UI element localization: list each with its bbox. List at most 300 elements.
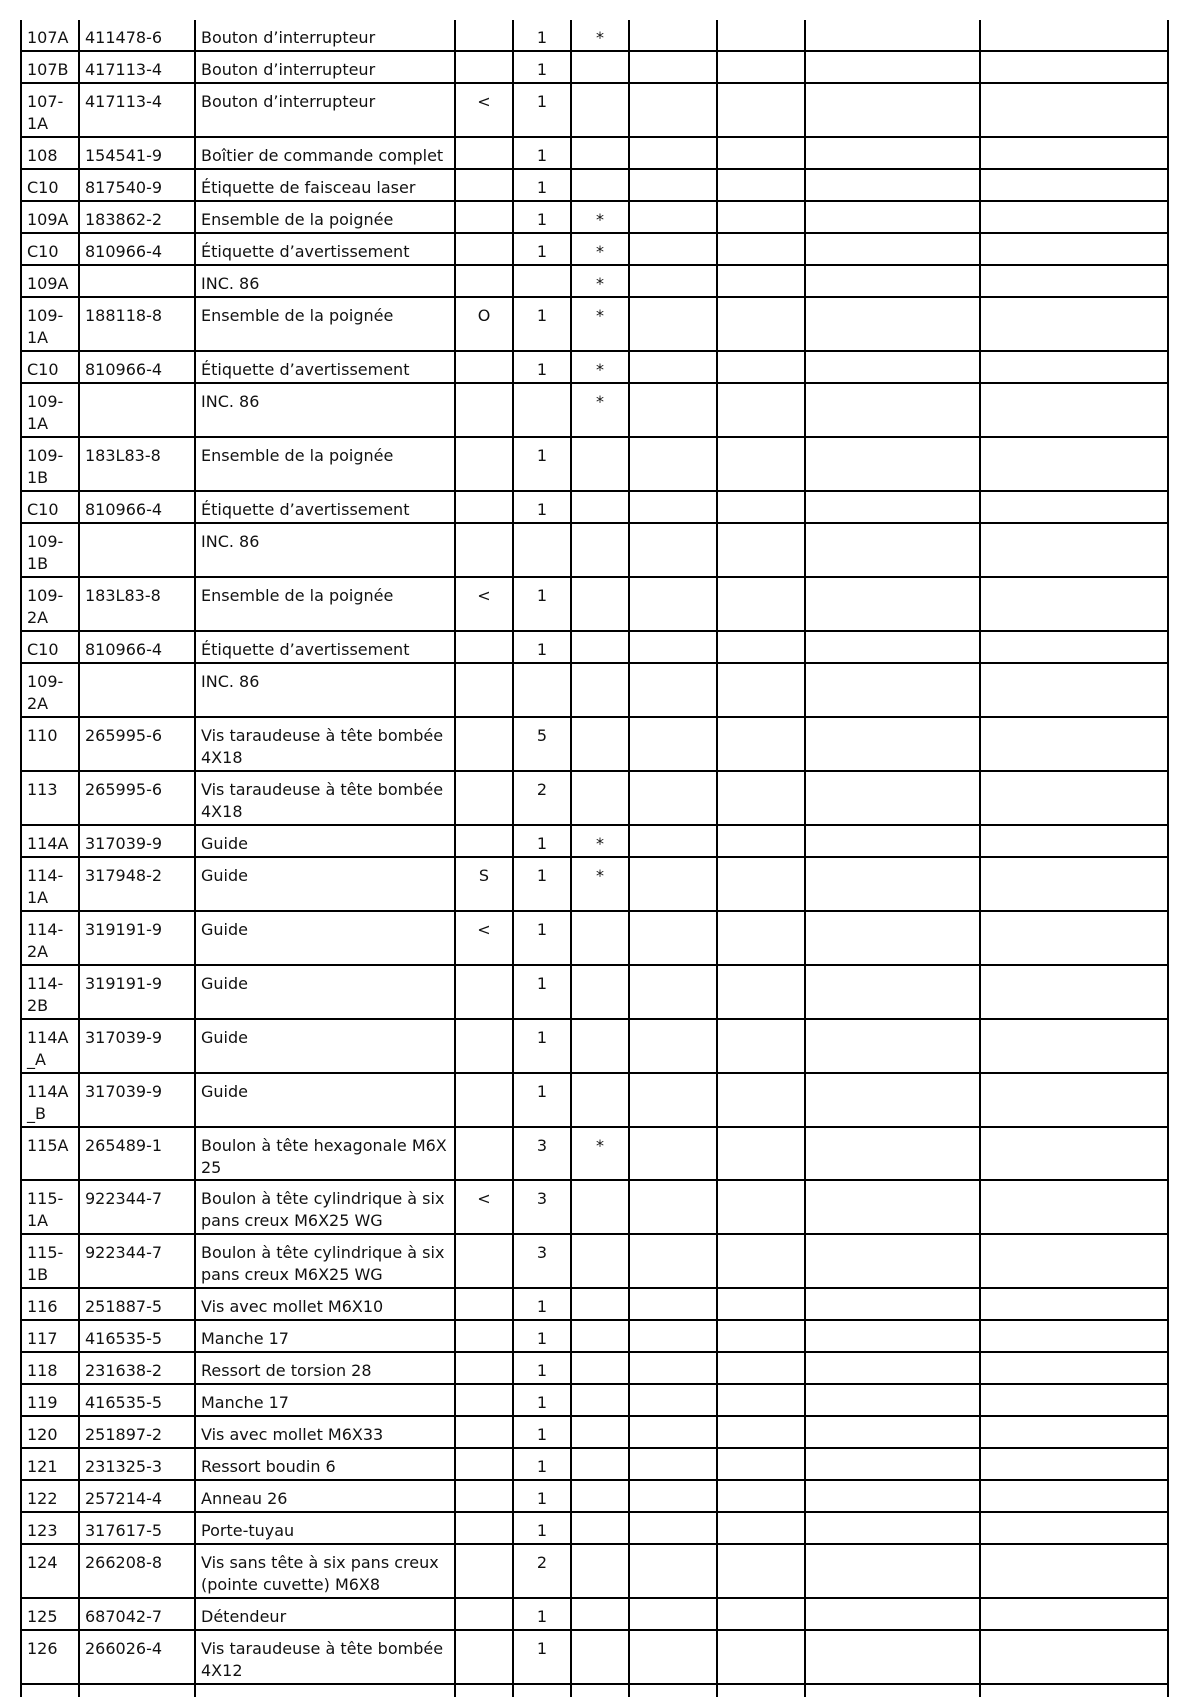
item-number-cell: 125 <box>21 1598 79 1630</box>
empty-cell <box>629 1684 717 1697</box>
quantity-cell: 1 <box>513 857 571 911</box>
description-cell: Bouton d’interrupteur <box>195 20 455 51</box>
table-row <box>21 857 1168 911</box>
table-row <box>21 771 1168 825</box>
description-cell: Ressort boudin 6 <box>195 1448 455 1480</box>
change-mark-cell: O <box>455 297 513 351</box>
empty-cell <box>980 169 1168 201</box>
empty-cell <box>717 1180 805 1234</box>
empty-cell <box>805 169 980 201</box>
table-row <box>21 169 1168 201</box>
parts-table <box>20 20 1169 1697</box>
change-mark-cell <box>455 233 513 265</box>
change-mark-cell <box>455 1127 513 1180</box>
empty-cell <box>629 825 717 857</box>
note-cell: * <box>571 1127 629 1180</box>
empty-cell <box>629 83 717 137</box>
table-row <box>21 265 1168 297</box>
note-cell <box>571 169 629 201</box>
empty-cell <box>805 491 980 523</box>
part-number-cell: 317039-9 <box>79 1019 195 1073</box>
description-cell: Ressort de torsion 28 <box>195 1352 455 1384</box>
table-row <box>21 1630 1168 1684</box>
change-mark-cell <box>455 265 513 297</box>
empty-cell <box>980 663 1168 717</box>
description-cell: Guide <box>195 1073 455 1127</box>
empty-cell <box>455 1684 513 1697</box>
empty-cell <box>717 201 805 233</box>
part-number-cell: 417113-4 <box>79 51 195 83</box>
part-number-cell <box>79 523 195 577</box>
quantity-cell: 1 <box>513 137 571 169</box>
empty-cell <box>980 265 1168 297</box>
part-number-cell: 183862-2 <box>79 201 195 233</box>
item-number-cell: 109A <box>21 265 79 297</box>
description-cell: Anneau 26 <box>195 1480 455 1512</box>
change-mark-cell <box>455 169 513 201</box>
description-cell: Guide <box>195 825 455 857</box>
part-number-cell: 922344-7 <box>79 1180 195 1234</box>
empty-cell <box>980 351 1168 383</box>
item-number-cell: C10 <box>21 169 79 201</box>
note-cell: * <box>571 825 629 857</box>
empty-cell <box>980 297 1168 351</box>
quantity-cell: 1 <box>513 83 571 137</box>
description-cell: Vis taraudeuse à tête bombée 4X18 <box>195 771 455 825</box>
part-number-cell: 183L83-8 <box>79 577 195 631</box>
empty-cell <box>629 297 717 351</box>
description-cell: Étiquette d’avertissement <box>195 351 455 383</box>
empty-cell <box>79 1684 195 1697</box>
empty-cell <box>629 1630 717 1684</box>
change-mark-cell: < <box>455 911 513 965</box>
description-cell: Étiquette d’avertissement <box>195 631 455 663</box>
empty-cell <box>805 1544 980 1598</box>
part-number-cell: 317039-9 <box>79 1073 195 1127</box>
part-number-cell: 317039-9 <box>79 825 195 857</box>
table-row <box>21 663 1168 717</box>
description-cell: Boulon à tête hexagonale M6X25 <box>195 1127 455 1180</box>
description-cell: INC. 86 <box>195 523 455 577</box>
part-number-cell: 251887-5 <box>79 1288 195 1320</box>
quantity-cell: 5 <box>513 717 571 771</box>
table-row <box>21 1180 1168 1234</box>
table-row <box>21 631 1168 663</box>
empty-cell <box>980 577 1168 631</box>
quantity-cell: 1 <box>513 169 571 201</box>
empty-cell <box>629 1320 717 1352</box>
empty-cell <box>980 1416 1168 1448</box>
change-mark-cell: < <box>455 1180 513 1234</box>
empty-cell <box>980 1598 1168 1630</box>
change-mark-cell <box>455 1480 513 1512</box>
empty-cell <box>805 137 980 169</box>
empty-cell <box>629 911 717 965</box>
empty-cell <box>629 1180 717 1234</box>
change-mark-cell <box>455 523 513 577</box>
empty-cell <box>717 1019 805 1073</box>
note-cell <box>571 577 629 631</box>
description-cell: Ensemble de la poignée <box>195 201 455 233</box>
item-number-cell: 116 <box>21 1288 79 1320</box>
item-number-cell: 109-1B <box>21 523 79 577</box>
empty-cell <box>805 1127 980 1180</box>
note-cell <box>571 1352 629 1384</box>
empty-cell <box>980 1544 1168 1598</box>
note-cell <box>571 491 629 523</box>
empty-cell <box>980 201 1168 233</box>
quantity-cell <box>513 663 571 717</box>
empty-cell <box>805 857 980 911</box>
table-row <box>21 1019 1168 1073</box>
note-cell: * <box>571 201 629 233</box>
description-cell: Guide <box>195 911 455 965</box>
part-number-cell: 265489-1 <box>79 1127 195 1180</box>
empty-cell <box>805 1019 980 1073</box>
note-cell <box>571 1180 629 1234</box>
empty-cell <box>980 1073 1168 1127</box>
change-mark-cell: S <box>455 857 513 911</box>
empty-cell <box>980 137 1168 169</box>
description-cell: Guide <box>195 857 455 911</box>
quantity-cell: 1 <box>513 1073 571 1127</box>
description-cell: Vis sans tête à six pans creux (pointe cuvette) M6X8 <box>195 1544 455 1598</box>
part-number-cell: 319191-9 <box>79 911 195 965</box>
part-number-cell: 266026-4 <box>79 1630 195 1684</box>
item-number-cell: 121 <box>21 1448 79 1480</box>
table-row <box>21 1448 1168 1480</box>
part-number-cell: 257214-4 <box>79 1480 195 1512</box>
change-mark-cell <box>455 771 513 825</box>
empty-cell <box>629 631 717 663</box>
empty-cell <box>805 577 980 631</box>
item-number-cell: 114A_A <box>21 1019 79 1073</box>
empty-cell <box>717 83 805 137</box>
change-mark-cell <box>455 383 513 437</box>
table-row <box>21 1320 1168 1352</box>
empty-cell <box>805 1352 980 1384</box>
item-number-cell: 114A <box>21 825 79 857</box>
part-number-cell: 810966-4 <box>79 233 195 265</box>
empty-cell <box>717 1384 805 1416</box>
empty-cell <box>980 383 1168 437</box>
quantity-cell <box>513 265 571 297</box>
part-number-cell: 266208-8 <box>79 1544 195 1598</box>
empty-cell <box>980 1019 1168 1073</box>
change-mark-cell <box>455 51 513 83</box>
table-row <box>21 1512 1168 1544</box>
note-cell: * <box>571 297 629 351</box>
table-row-partial <box>21 1684 1168 1697</box>
quantity-cell: 1 <box>513 201 571 233</box>
item-number-cell: 114A_B <box>21 1073 79 1127</box>
empty-cell <box>717 1630 805 1684</box>
quantity-cell: 1 <box>513 911 571 965</box>
note-cell <box>571 437 629 491</box>
item-number-cell: C10 <box>21 233 79 265</box>
empty-cell <box>805 1630 980 1684</box>
change-mark-cell <box>455 1512 513 1544</box>
empty-cell <box>717 20 805 51</box>
empty-cell <box>980 911 1168 965</box>
empty-cell <box>805 523 980 577</box>
item-number-cell: 120 <box>21 1416 79 1448</box>
empty-cell <box>980 20 1168 51</box>
table-row <box>21 965 1168 1019</box>
description-cell: Détendeur <box>195 1598 455 1630</box>
part-number-cell: 317948-2 <box>79 857 195 911</box>
part-number-cell: 417113-4 <box>79 83 195 137</box>
empty-cell <box>629 265 717 297</box>
part-number-cell: 810966-4 <box>79 491 195 523</box>
table-row <box>21 1416 1168 1448</box>
empty-cell <box>629 169 717 201</box>
change-mark-cell <box>455 1416 513 1448</box>
quantity-cell <box>513 523 571 577</box>
note-cell: * <box>571 265 629 297</box>
part-number-cell: 154541-9 <box>79 137 195 169</box>
empty-cell <box>717 717 805 771</box>
empty-cell <box>717 297 805 351</box>
empty-cell <box>717 663 805 717</box>
empty-cell <box>805 1448 980 1480</box>
part-number-cell: 411478-6 <box>79 20 195 51</box>
table-row <box>21 351 1168 383</box>
note-cell <box>571 51 629 83</box>
description-cell: Vis avec mollet M6X10 <box>195 1288 455 1320</box>
item-number-cell: 124 <box>21 1544 79 1598</box>
item-number-cell: 119 <box>21 1384 79 1416</box>
quantity-cell <box>513 383 571 437</box>
table-row <box>21 577 1168 631</box>
part-number-cell <box>79 663 195 717</box>
empty-cell <box>980 1127 1168 1180</box>
empty-cell <box>629 1598 717 1630</box>
description-cell: Ensemble de la poignée <box>195 297 455 351</box>
description-cell: Ensemble de la poignée <box>195 437 455 491</box>
part-number-cell: 810966-4 <box>79 351 195 383</box>
change-mark-cell <box>455 20 513 51</box>
quantity-cell: 2 <box>513 771 571 825</box>
empty-cell <box>717 437 805 491</box>
note-cell <box>571 1073 629 1127</box>
description-cell: Manche 17 <box>195 1384 455 1416</box>
quantity-cell: 1 <box>513 351 571 383</box>
empty-cell <box>805 1480 980 1512</box>
note-cell <box>571 1019 629 1073</box>
part-number-cell: 231638-2 <box>79 1352 195 1384</box>
empty-cell <box>805 1073 980 1127</box>
empty-cell <box>717 1544 805 1598</box>
empty-cell <box>717 825 805 857</box>
item-number-cell: 114-2B <box>21 965 79 1019</box>
note-cell <box>571 965 629 1019</box>
change-mark-cell <box>455 717 513 771</box>
quantity-cell: 1 <box>513 1480 571 1512</box>
note-cell <box>571 1512 629 1544</box>
change-mark-cell <box>455 1073 513 1127</box>
quantity-cell: 3 <box>513 1127 571 1180</box>
empty-cell <box>629 523 717 577</box>
empty-cell <box>629 1234 717 1288</box>
item-number-cell: 122 <box>21 1480 79 1512</box>
empty-cell <box>717 51 805 83</box>
quantity-cell: 1 <box>513 1630 571 1684</box>
empty-cell <box>717 1234 805 1288</box>
change-mark-cell <box>455 1019 513 1073</box>
part-number-cell: 416535-5 <box>79 1320 195 1352</box>
quantity-cell: 1 <box>513 1512 571 1544</box>
description-cell: Manche 17 <box>195 1320 455 1352</box>
quantity-cell: 1 <box>513 297 571 351</box>
table-row <box>21 1544 1168 1598</box>
item-number-cell: C10 <box>21 631 79 663</box>
empty-cell <box>805 201 980 233</box>
empty-cell <box>805 20 980 51</box>
empty-cell <box>980 1684 1168 1697</box>
empty-cell <box>805 717 980 771</box>
description-cell: INC. 86 <box>195 663 455 717</box>
note-cell <box>571 1320 629 1352</box>
item-number-cell: 109-1B <box>21 437 79 491</box>
table-row <box>21 137 1168 169</box>
description-cell: Étiquette de faisceau laser <box>195 169 455 201</box>
table-row <box>21 825 1168 857</box>
empty-cell <box>629 20 717 51</box>
item-number-cell: 109-2A <box>21 663 79 717</box>
description-cell: INC. 86 <box>195 265 455 297</box>
description-cell: Porte-tuyau <box>195 1512 455 1544</box>
empty-cell <box>629 201 717 233</box>
empty-cell <box>805 825 980 857</box>
change-mark-cell <box>455 1544 513 1598</box>
description-cell: Boulon à tête cylindrique à six pans creux M6X25 WG <box>195 1180 455 1234</box>
note-cell <box>571 523 629 577</box>
table-row <box>21 437 1168 491</box>
note-cell <box>571 1448 629 1480</box>
empty-cell <box>629 1384 717 1416</box>
change-mark-cell <box>455 491 513 523</box>
quantity-cell: 1 <box>513 20 571 51</box>
quantity-cell: 2 <box>513 1544 571 1598</box>
part-number-cell <box>79 383 195 437</box>
part-number-cell <box>79 265 195 297</box>
empty-cell <box>629 1480 717 1512</box>
note-cell <box>571 1384 629 1416</box>
note-cell <box>571 1630 629 1684</box>
empty-cell <box>629 857 717 911</box>
change-mark-cell <box>455 631 513 663</box>
empty-cell <box>805 1234 980 1288</box>
description-cell: Bouton d’interrupteur <box>195 83 455 137</box>
quantity-cell: 1 <box>513 1416 571 1448</box>
empty-cell <box>195 1684 455 1697</box>
empty-cell <box>629 1352 717 1384</box>
quantity-cell: 3 <box>513 1234 571 1288</box>
part-number-cell: 231325-3 <box>79 1448 195 1480</box>
table-row <box>21 1127 1168 1180</box>
item-number-cell: 109-2A <box>21 577 79 631</box>
table-row <box>21 83 1168 137</box>
description-cell: Étiquette d’avertissement <box>195 491 455 523</box>
empty-cell <box>805 1598 980 1630</box>
item-number-cell: 110 <box>21 717 79 771</box>
empty-cell <box>717 1416 805 1448</box>
empty-cell <box>980 51 1168 83</box>
note-cell: * <box>571 351 629 383</box>
empty-cell <box>805 1512 980 1544</box>
empty-cell <box>717 233 805 265</box>
empty-cell <box>980 1288 1168 1320</box>
empty-cell <box>980 491 1168 523</box>
quantity-cell: 1 <box>513 631 571 663</box>
description-cell: Boulon à tête cylindrique à six pans creux M6X25 WG <box>195 1234 455 1288</box>
empty-cell <box>717 1288 805 1320</box>
empty-cell <box>805 631 980 663</box>
note-cell <box>571 1598 629 1630</box>
table-row <box>21 233 1168 265</box>
empty-cell <box>717 857 805 911</box>
empty-cell <box>980 965 1168 1019</box>
empty-cell <box>805 437 980 491</box>
part-number-cell: 251897-2 <box>79 1416 195 1448</box>
empty-cell <box>21 1684 79 1697</box>
empty-cell <box>717 169 805 201</box>
empty-cell <box>717 383 805 437</box>
description-cell: Vis taraudeuse à tête bombée 4X18 <box>195 717 455 771</box>
note-cell: * <box>571 857 629 911</box>
empty-cell <box>629 351 717 383</box>
item-number-cell: 123 <box>21 1512 79 1544</box>
change-mark-cell <box>455 1448 513 1480</box>
empty-cell <box>717 1448 805 1480</box>
table-row <box>21 1352 1168 1384</box>
empty-cell <box>980 1512 1168 1544</box>
item-number-cell: 118 <box>21 1352 79 1384</box>
quantity-cell: 1 <box>513 437 571 491</box>
quantity-cell: 1 <box>513 51 571 83</box>
empty-cell <box>980 1480 1168 1512</box>
note-cell <box>571 1234 629 1288</box>
empty-cell <box>717 911 805 965</box>
change-mark-cell <box>455 437 513 491</box>
empty-cell <box>717 265 805 297</box>
note-cell: * <box>571 20 629 51</box>
empty-cell <box>717 1073 805 1127</box>
empty-cell <box>717 631 805 663</box>
empty-cell <box>980 1320 1168 1352</box>
part-number-cell: 922344-7 <box>79 1234 195 1288</box>
item-number-cell: 114-2A <box>21 911 79 965</box>
table-row <box>21 523 1168 577</box>
empty-cell <box>805 383 980 437</box>
empty-cell <box>571 1684 629 1697</box>
description-cell: Vis avec mollet M6X33 <box>195 1416 455 1448</box>
note-cell <box>571 1288 629 1320</box>
empty-cell <box>805 965 980 1019</box>
change-mark-cell <box>455 201 513 233</box>
empty-cell <box>805 1180 980 1234</box>
empty-cell <box>717 1598 805 1630</box>
quantity-cell: 1 <box>513 491 571 523</box>
item-number-cell: 109-1A <box>21 383 79 437</box>
item-number-cell: C10 <box>21 351 79 383</box>
item-number-cell: 117 <box>21 1320 79 1352</box>
part-number-cell: 317617-5 <box>79 1512 195 1544</box>
empty-cell <box>980 1448 1168 1480</box>
description-cell: INC. 86 <box>195 383 455 437</box>
item-number-cell: 115-1A <box>21 1180 79 1234</box>
